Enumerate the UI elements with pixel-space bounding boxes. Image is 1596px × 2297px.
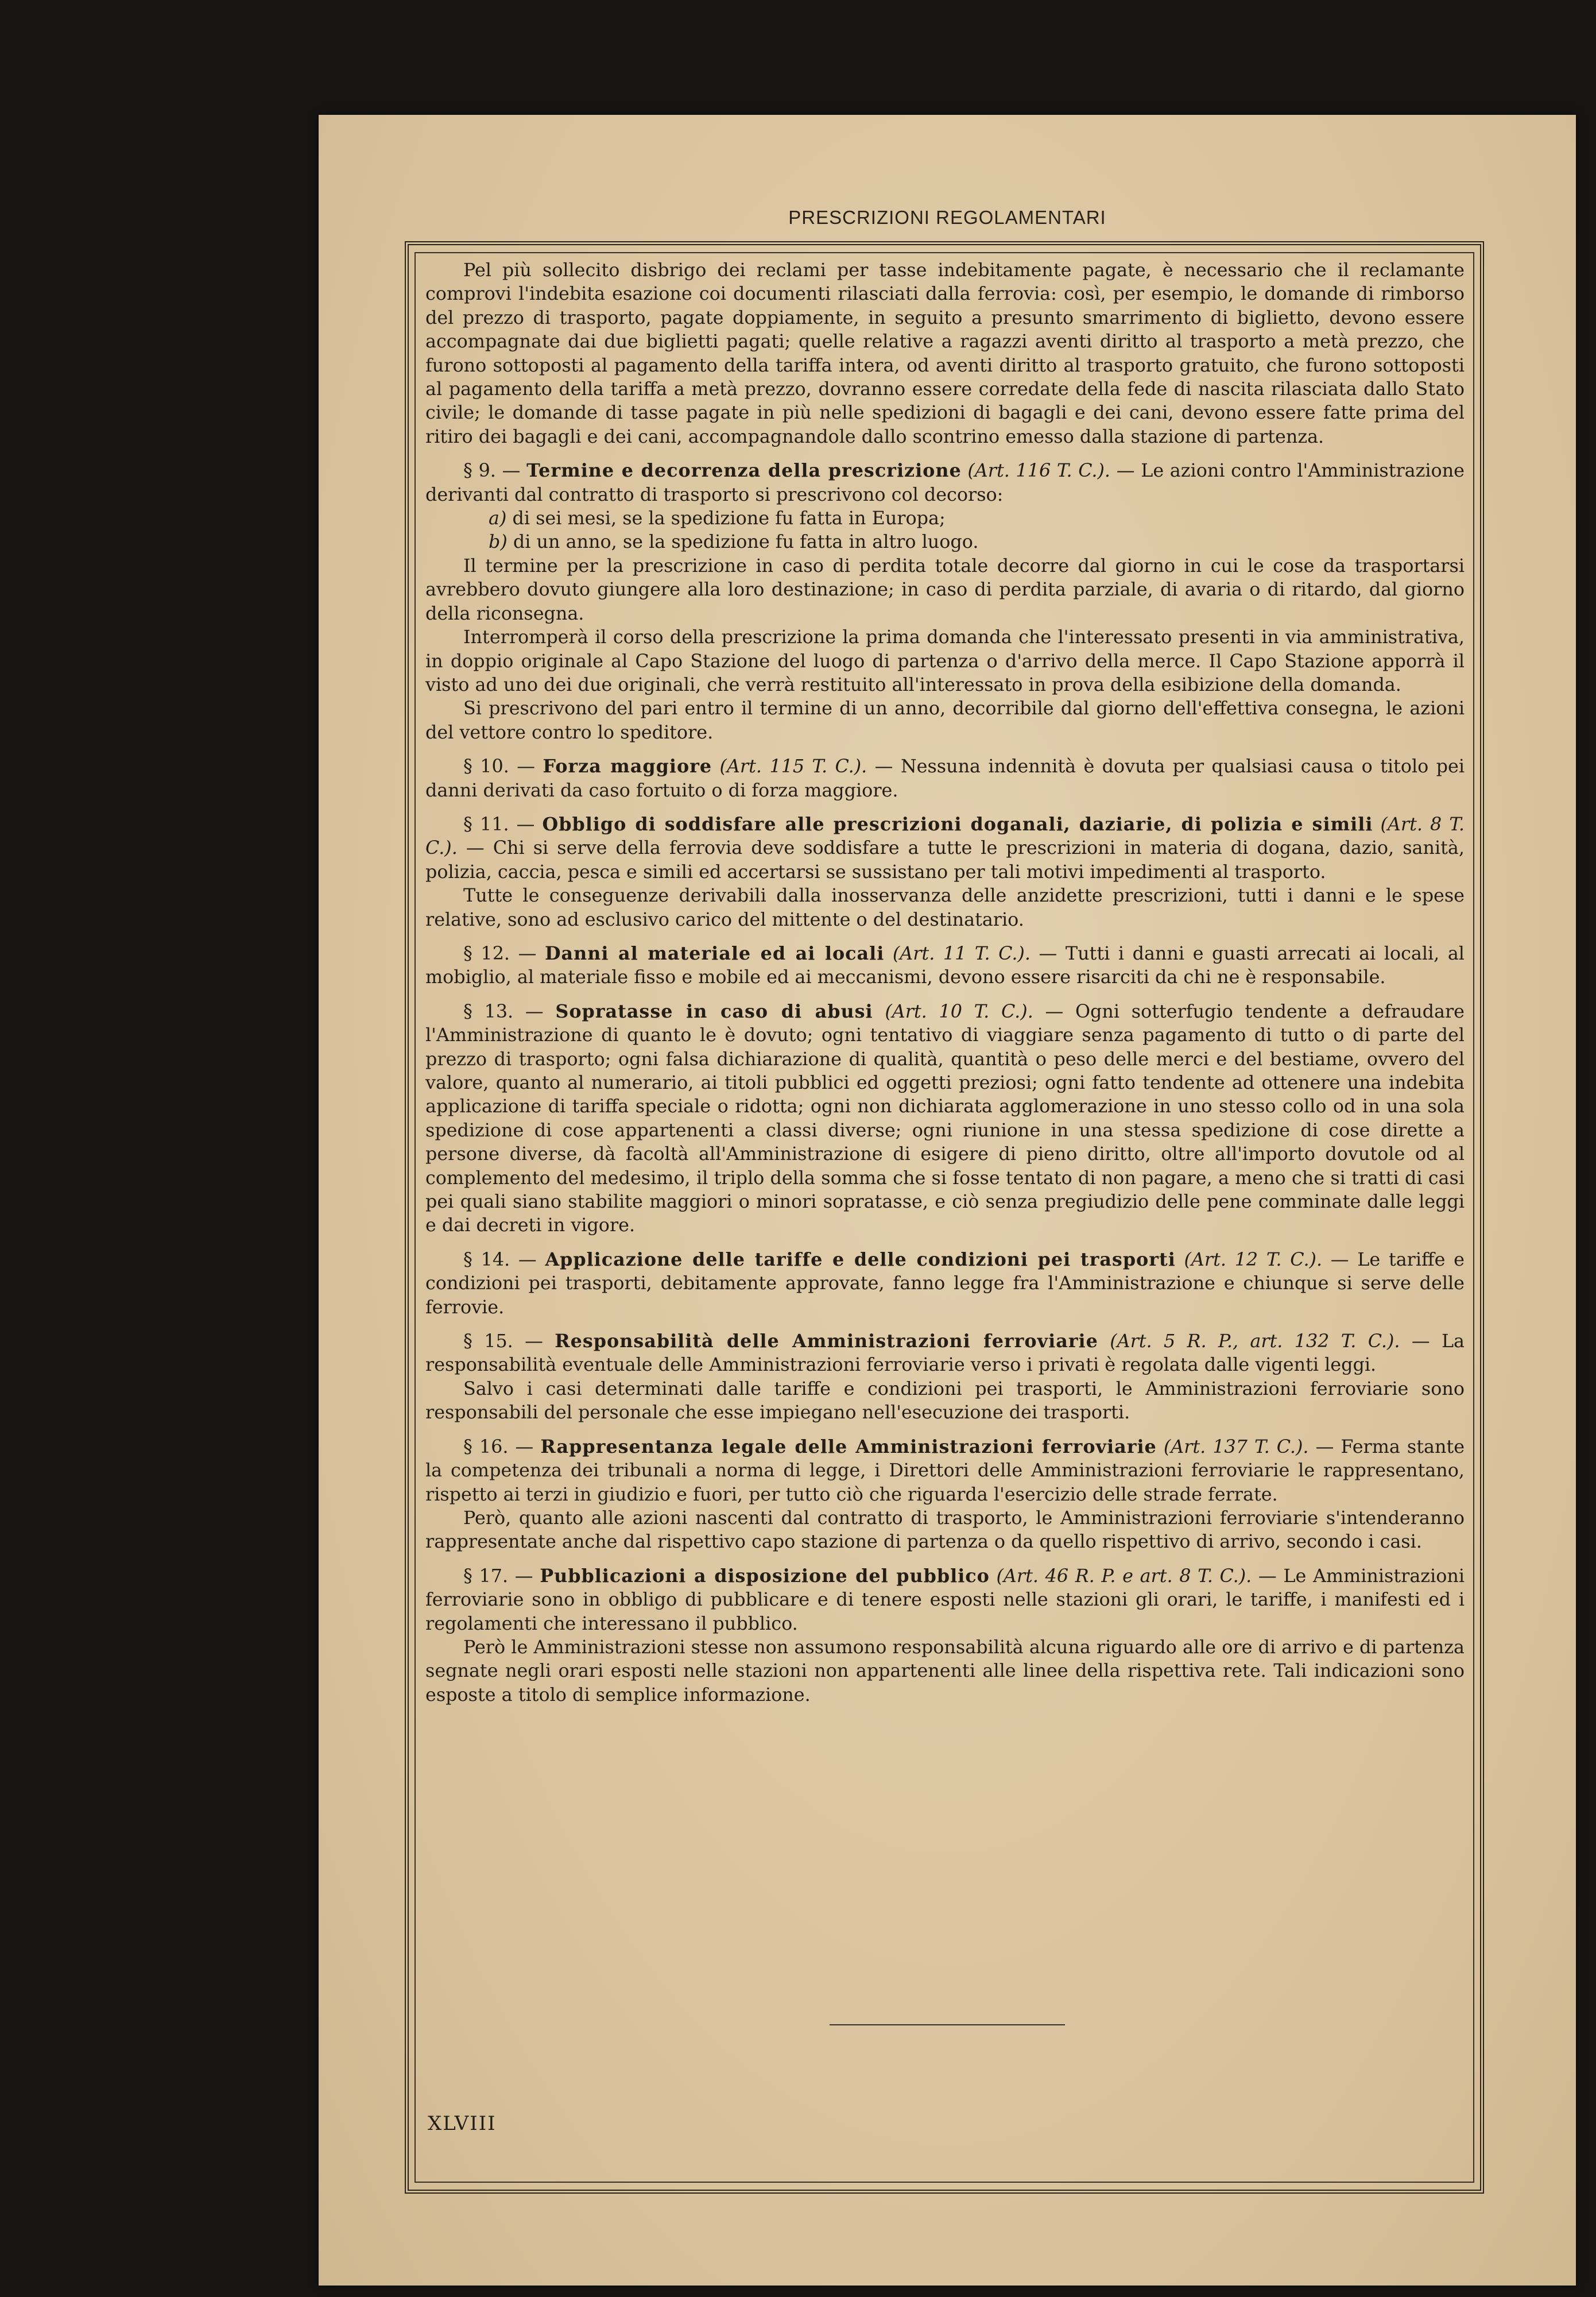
section-10 (425, 755, 1465, 802)
intro-paragraph: Pel più sollecito disbrigo dei reclami per tasse indebitamente pagate, è necessario che il reclamante comprovi l'indebita esazione coi documenti rilasciati dalla ferrovia: così, per esempio, le domande di rimborso del prezzo di trasporto, pagate doppiamente, in seguito a presunto smarrimento di biglietto, devono essere accompagnate dai due biglietti pagati; quelle relative a ragazzi aventi diritto al trasporto a metà prezzo, che furono sottoposti al pagamento della tariffa intera, od aventi diritto al trasporto gratuito, che furono sottoposti al pagamento della tariffa a metà prezzo, dovranno essere corredate della fede di nascita rilasciata dallo Stato civile; le domande di tasse pagate in più nelle spedizioni di bagagli e dei cani, devono essere fatte prima del ritiro dei bagagli e dei cani, accompagnandole dallo scontrino emesso dalla stazione di partenza. (425, 260, 1465, 447)
section-title: Obbligo di soddisfare alle prescrizioni doganali, daziarie, di polizia e simili (542, 813, 1373, 835)
section-11-paragraph-2: Tutte le conseguenze derivabili dalla inosservanza delle anzidette prescrizioni, tutti i danni e le spese relative, sono ad esclusivo carico del mittente o del destinatario. (425, 885, 1465, 930)
section-text: — Chi si serve della ferrovia deve soddisfare a tutte le prescrizioni in materia di dogana, dazio, sanità, polizia, caccia, pesca e simili ed accertarsi se sussistano per tali motivi impedimenti al trasporto. (425, 837, 1465, 883)
section-title: Rappresentanza legale delle Amministrazioni ferroviarie (540, 1436, 1157, 1457)
section-number: § 11. (463, 813, 509, 835)
section-reference: (Art. 10 T. C.). (885, 1000, 1033, 1022)
section-text: — Ferma stante la competenza dei tribunali a norma di legge, i Direttori delle Amministrazioni ferroviarie le rappresentano, rispetto ai terzi in giudizio e fuori, per tutto ciò che riguarda l'esercizio delle strade ferrate. (425, 1436, 1465, 1505)
section-13 (425, 1000, 1465, 1238)
section-16 (425, 1435, 1465, 1506)
section-number: § 14. (463, 1248, 510, 1270)
section-text: — Nessuna indennità è dovuta per qualsiasi causa o titolo pei danni derivati da caso fortuito o di forza maggiore. (425, 756, 1465, 801)
section-number: § 17. (463, 1565, 509, 1587)
list-item-label: b) (489, 531, 508, 553)
section-reference: (Art. 8 T. C.). (425, 813, 1465, 859)
section-number: § 13. (463, 1000, 514, 1022)
list-item-b (425, 530, 1465, 554)
section-9-paragraph-3: Interromperà il corso della prescrizione la prima domanda che l'interessato presenti in via amministrativa, in doppio originale al Capo Stazione del luogo di partenza o d'arrivo della merce. Il Capo Stazione apporrà il visto ad uno dei due originali, che verrà restituito all'interessato in prova della esibizione della domanda. (425, 627, 1465, 695)
section-dash: — (510, 942, 545, 964)
section-dash: — (513, 1331, 555, 1352)
section-reference: (Art. 115 T. C.). (719, 756, 867, 778)
section-number: § 16. (463, 1436, 509, 1457)
page-sheet (319, 115, 1576, 2286)
section-text: — Tutti i danni e guasti arrecati ai locali, al mobiglio, al materiale fisso e mobile ed ai meccanismi, devono essere risarciti da chi ne è responsabile. (425, 942, 1465, 988)
section-17-paragraph-2: Però le Amministrazioni stesse non assumono responsabilità alcuna riguardo alle ore di arrivo e di partenza segnate negli orari esposti nelle stazioni non appartenenti alle linee della rispettiva rete. Tali indicazioni sono esposte a titolo di semplice informazione. (425, 1636, 1465, 1706)
section-reference: (Art. 11 T. C.). (892, 942, 1031, 964)
section-text: — Ogni sotterfugio tendente a defraudare l'Amministrazione di quanto le è dovuto; ogni tentativo di viaggiare senza pagamento di tutto o di parte del prezzo di trasporto; ogni falsa dichiarazione di qualità, quantità o peso delle merci e del bestiame, ovvero del valore, quanto al numerario, ai titoli pubblici ed oggetti preziosi; ogni fatto tendente ad ottenere una indebita applicazione di tariffa speciale o ridotta; ogni non dichiarata agglomerazione in uno stesso collo od in una sola spedizione di cose appartenenti a classi diverse; ogni riunione in una stessa spedizione di cose dirette a persone diverse, dà facoltà all'Amministrazione di esigere di pieno diritto, oltre all'importo dovutole od al complemento del medesimo, il triplo della somma che si fosse tentato di non pagare, a meno che si tratti di casi pei quali siano stabilite maggiori o minori sopratasse, e ciò senza pregiudizio delle pene comminate dalle leggi e dai decreti in vigore. (425, 1000, 1465, 1236)
section-11 (425, 813, 1465, 884)
body-text (425, 258, 1465, 1707)
section-number: § 9. (463, 460, 496, 482)
section-9-paragraph-2: Il termine per la prescrizione in caso di perdita totale decorre dal giorno in cui le cose da trasportarsi avrebbero dovuto giungere alla loro destinazione; in caso di perdita parziale, di avaria o di ritardo, dal giorno della riconsegna. (425, 555, 1465, 624)
section-reference: (Art. 5 R. P., art. 132 T. C.). (1110, 1331, 1400, 1352)
closing-rule (830, 2024, 1065, 2025)
list-item-label: a) (489, 508, 507, 529)
section-dash: — (509, 813, 543, 835)
section-dash: — (508, 1436, 541, 1457)
section-reference: (Art. 137 T. C.). (1163, 1436, 1309, 1457)
running-title: PRESCRIZIONI REGOLAMENTARI (788, 207, 1106, 228)
section-9-paragraph-4: Si prescrivono del pari entro il termine di un anno, decorribile dal giorno dell'effettiva consegna, le azioni del vettore contro lo speditore. (425, 698, 1465, 743)
section-number: § 15. (463, 1331, 513, 1352)
section-15 (425, 1329, 1465, 1377)
section-title: Forza maggiore (543, 756, 712, 778)
section-dash: — (508, 1565, 540, 1587)
section-title: Applicazione delle tariffe e delle condizioni pei trasporti (545, 1248, 1176, 1270)
section-number: § 10. (463, 756, 509, 778)
section-15-paragraph-2: Salvo i casi determinati dalle tariffe e condizioni pei trasporti, le Amministrazioni ferroviarie sono responsabili del personale che esse impiegano nell'esecuzione dei trasporti. (425, 1378, 1465, 1424)
section-title: Sopratasse in caso di abusi (555, 1000, 873, 1022)
list-item-a (425, 506, 1465, 530)
section-text: — Le Amministrazioni ferroviarie sono in obbligo di pubblicare e di tenere esposti nelle stazioni gli orari, le tariffe, i manifesti ed i regolamenti che interessano il pubblico. (425, 1565, 1465, 1634)
section-number: § 12. (463, 942, 510, 964)
section-dash: — (513, 1000, 556, 1022)
section-12 (425, 942, 1465, 989)
list-item-text: di un anno, se la spedizione fu fatta in altro luogo. (507, 531, 979, 553)
section-title: Responsabilità delle Amministrazioni ferroviarie (555, 1331, 1098, 1352)
section-14 (425, 1248, 1465, 1319)
section-9 (425, 459, 1465, 506)
page-number: XLVIII (428, 2112, 497, 2135)
section-reference: (Art. 116 T. C.). (967, 460, 1111, 482)
section-16-paragraph-2: Però, quanto alle azioni nascenti dal contratto di trasporto, le Amministrazioni ferroviarie s'intenderanno rappresentate anche dal rispettivo capo stazione di partenza o da quello rispettivo di arrivo, secondo i casi. (425, 1507, 1465, 1553)
section-dash: — (495, 460, 527, 482)
section-title: Termine e decorrenza della prescrizione (526, 460, 962, 482)
section-text: — Le azioni contro l'Amministrazione derivanti dal contratto di trasporto si prescrivono col decorso: (425, 460, 1465, 505)
section-title: Danni al materiale ed ai locali (544, 942, 885, 964)
section-dash: — (510, 1248, 545, 1270)
section-reference: (Art. 12 T. C.). (1184, 1248, 1323, 1270)
section-text: — La responsabilità eventuale delle Amministrazioni ferroviarie verso i privati è regolata dalle vigenti leggi. (425, 1331, 1465, 1376)
list-item-text: di sei mesi, se la spedizione fu fatta in Europa; (506, 508, 946, 529)
section-title: Pubblicazioni a disposizione del pubblico (540, 1565, 990, 1587)
section-text: — Le tariffe e condizioni pei trasporti, debitamente approvate, fanno legge fra l'Amministrazione e chiunque si serve delle ferrovie. (425, 1248, 1465, 1318)
section-reference: (Art. 46 R. P. e art. 8 T. C.). (996, 1565, 1252, 1587)
section-17 (425, 1564, 1465, 1635)
section-dash: — (509, 756, 543, 778)
